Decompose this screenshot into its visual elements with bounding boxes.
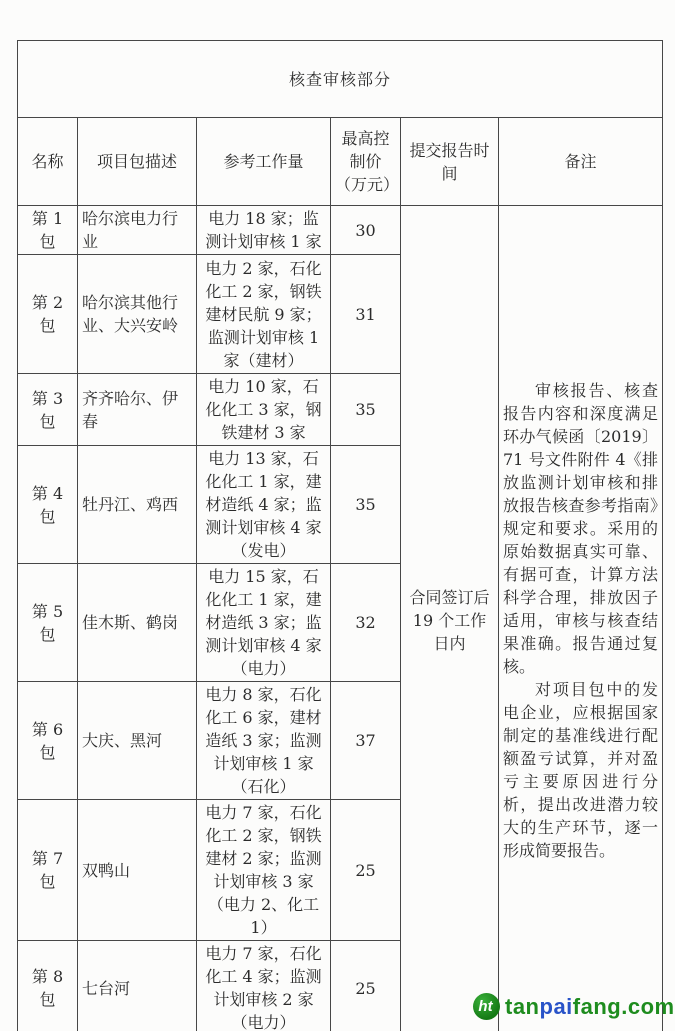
watermark-text [505,994,675,1020]
col-header-package-description: 项目包描述 [78,118,197,206]
remarks-paragraph-1: 审核报告、核查报告内容和深度满足环办气候函〔2019〕71 号文件附件 4《排放监测计划审核和排放报告核查参考指南》规定和要求。采用的原始数据真实可靠、有据可查，计算方法科学合理，排放因子适用，审核与核查结果准确。报告通过复核。 [503,381,659,676]
package-workload: 电力 7 家，石化化工 4 家；监测计划审核 2 家（电力） [197,941,331,1031]
package-description: 佳木斯、鹤岗 [78,564,197,682]
leaf-icon-glyph: ht [478,998,493,1015]
verification-audit-table [17,40,663,1031]
package-name: 第 7 包 [18,800,78,941]
package-name: 第 3 包 [18,374,78,446]
package-price: 30 [331,206,401,255]
remarks-paragraph-2: 对项目包中的发电企业，应根据国家制定的基准线进行配额盈亏试算，并对盈亏主要原因进行分析，提出改进潜力较大的生产环节，逐一形成简要报告。 [503,680,659,860]
package-price: 25 [331,800,401,941]
package-description: 齐齐哈尔、伊春 [78,374,197,446]
col-header-max-control-price: 最高控制价（万元） [331,118,401,206]
watermark-text-fang: fang.com [572,993,675,1019]
package-price: 37 [331,682,401,800]
header-row [18,118,663,206]
package-workload: 电力 7 家，石化化工 2 家，钢铁建材 2 家；监测计划审核 3 家（电力 2、化工 1） [197,800,331,941]
package-price: 32 [331,564,401,682]
tanpaifang-leaf-icon [473,993,500,1020]
package-workload: 电力 15 家，石化化工 1 家，建材造纸 3 家；监测计划审核 4 家（电力） [197,564,331,682]
package-name: 第 6 包 [18,682,78,800]
package-description: 哈尔滨电力行业 [78,206,197,255]
title-row [18,41,663,118]
col-header-reference-workload: 参考工作量 [197,118,331,206]
package-workload: 电力 2 家，石化化工 2 家，钢铁建材民航 9 家；监测计划审核 1 家（建材） [197,255,331,374]
package-name: 第 5 包 [18,564,78,682]
col-header-name: 名称 [18,118,78,206]
package-description: 双鸭山 [78,800,197,941]
package-price: 35 [331,446,401,564]
watermark-text-pai: pai [539,993,573,1019]
package-name: 第 4 包 [18,446,78,564]
package-name: 第 1 包 [18,206,78,255]
package-price: 35 [331,374,401,446]
col-header-submit-time: 提交报告时间 [401,118,499,206]
tanpaifang-watermark [473,993,675,1020]
watermark-text-tan: tan [505,993,540,1019]
package-workload: 电力 13 家，石化化工 1 家，建材造纸 4 家；监测计划审核 4 家（发电） [197,446,331,564]
package-description: 哈尔滨其他行业、大兴安岭 [78,255,197,374]
package-workload: 电力 8 家，石化化工 6 家，建材造纸 3 家；监测计划审核 1 家（石化） [197,682,331,800]
package-workload: 电力 10 家，石化化工 3 家，钢铁建材 3 家 [197,374,331,446]
package-description: 七台河 [78,941,197,1031]
package-price: 25 [331,941,401,1031]
package-name: 第 8 包 [18,941,78,1031]
submit-time-cell: 合同签订后 19 个工作日内 [401,206,499,1031]
package-description: 牡丹江、鸡西 [78,446,197,564]
package-name: 第 2 包 [18,255,78,374]
remarks-cell [499,206,663,1031]
package-workload: 电力 18 家；监测计划审核 1 家 [197,206,331,255]
package-description: 大庆、黑河 [78,682,197,800]
package-price: 31 [331,255,401,374]
table-title: 核查审核部分 [18,41,663,118]
col-header-remarks: 备注 [499,118,663,206]
table-row-package-1 [18,206,663,255]
